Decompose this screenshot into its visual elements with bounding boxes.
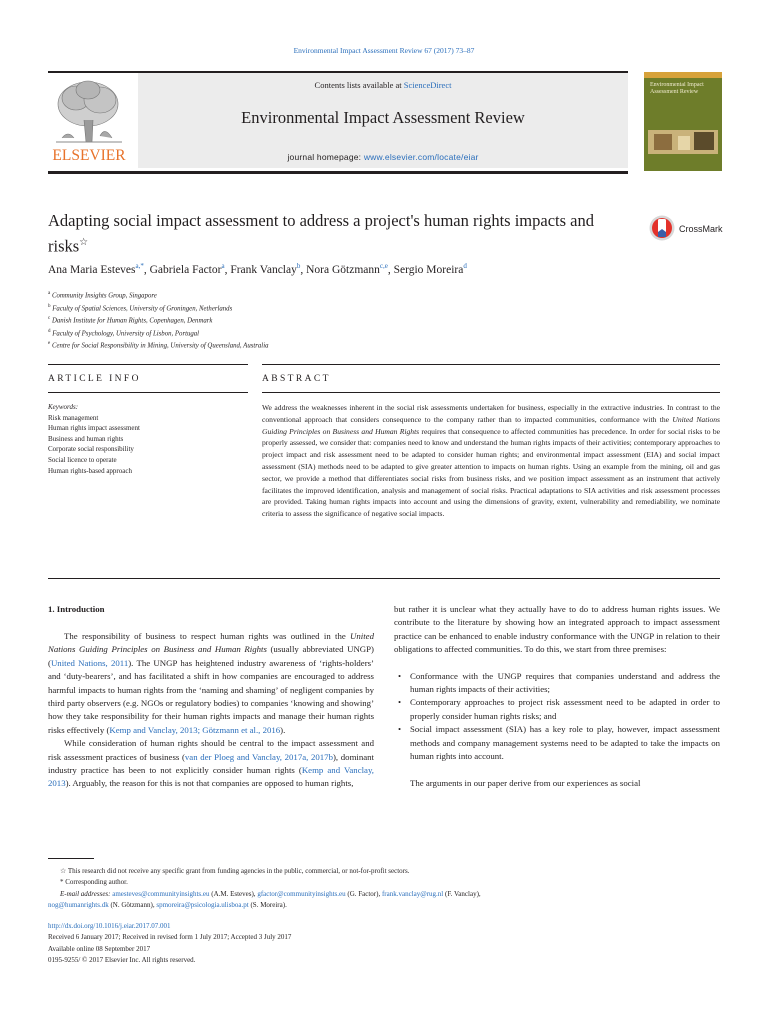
elsevier-tree-icon	[48, 76, 130, 166]
funding-footnote	[48, 866, 720, 877]
elsevier-logo[interactable]	[48, 76, 130, 166]
body-text: ). The UNGP has heightened industry awareness of ‘rights-holders’ and ‘duty-bearers’, and has facilitated a shift in how companies are encouraged to address harmful impacts to human rights from the ‘naming and shaming’ of negligent companies by third party observers (e.g. NGOs or regulatory bodies) to companies ‘knowing and showing’ how they take responsibility for their human rights impacts and manage their human rights risks effectively (	[48, 657, 374, 735]
homepage-line	[138, 152, 628, 162]
footnotes	[48, 866, 720, 911]
author-affiliation-link[interactable]: d	[463, 262, 467, 270]
crossmark-label: CrossMark	[679, 224, 723, 234]
email-footnote-cont	[48, 900, 720, 911]
email-owner: (S. Moreira).	[248, 900, 287, 909]
article-title-text: Adapting social impact assessment to address a project's human rights impacts and risks	[48, 211, 594, 256]
body-paragraph: but rather it is unclear what they actually have to do to address human rights issues. We contribute to the literature by showing how an integrated approach to impact assessment practice can be enhanced to enable industry conformance with the UNGP in relation to their obligations to affected communities. To do this, we start from three premises:	[394, 604, 720, 655]
abstract-heading: ABSTRACT	[262, 374, 331, 384]
author-name: Frank Vanclay	[230, 263, 297, 276]
homepage-prefix: journal homepage:	[287, 152, 364, 162]
keyword-item: Risk management	[48, 413, 99, 422]
body-column-left	[48, 630, 374, 791]
keyword-item: Human rights impact assessment	[48, 424, 140, 433]
journal-cover-graphic	[644, 72, 722, 171]
body-text: While consideration of human rights should be central to the impact assessment and risk assessment practices of business (	[48, 738, 374, 762]
footnote-rule	[48, 858, 94, 859]
author-separator: ,	[143, 263, 150, 276]
publication-info	[48, 921, 720, 966]
citation-link[interactable]: van der Ploeg and Vanclay, 2017a, 2017b	[184, 751, 333, 762]
body-italic: United Nations Guiding Principles on Business and Human Rights	[48, 631, 374, 655]
journal-cover-image[interactable]	[644, 72, 722, 171]
email-owner: (A.M. Esteves),	[209, 889, 258, 898]
email-link[interactable]: spmoreira@psicologia.ulisboa.pt	[156, 900, 249, 909]
abstract-part: We address the weaknesses inherent in the social risk assessments undertaken for business, especially in the extractive industries. In contrast to the conventional approach that considers consequence to the company rather than to impacted communities, conformance with the	[262, 403, 720, 424]
author-separator: ,	[300, 263, 307, 276]
received-dates: Received 6 January 2017; Received in revised form 1 July 2017; Accepted 3 July 2017	[48, 933, 292, 942]
author-name: Nora Götzmann	[306, 263, 380, 276]
affiliation-item	[48, 289, 548, 302]
abstract-text	[262, 402, 720, 520]
keyword-item: Human rights-based approach	[48, 466, 132, 475]
corresponding-footnote	[48, 877, 720, 888]
email-footnote	[48, 889, 720, 900]
body-paragraph	[48, 630, 374, 737]
author-list	[48, 262, 708, 276]
header-bottom-rule	[48, 171, 628, 174]
author-affiliation-link[interactable]: c,e	[379, 262, 388, 270]
publisher-logo-text: ELSEVIER	[52, 147, 126, 164]
author-separator: ,	[224, 263, 231, 276]
footnote-mark: *	[60, 878, 64, 887]
cover-title: Environmental Impact Assessment Review	[650, 82, 704, 95]
affiliation-text: Danish Institute for Human Rights, Copenhagen, Denmark	[51, 317, 213, 325]
email-owner: (G. Factor),	[345, 889, 382, 898]
affiliation-text: Community Insights Group, Singapore	[51, 292, 157, 300]
sciencedirect-link[interactable]: ScienceDirect	[403, 80, 452, 90]
email-link[interactable]: nog@humanrights.dk	[48, 900, 109, 909]
premise-item: • Conformance with the UNGP requires that companies understand and address the human rights impacts of their activities;	[394, 670, 720, 697]
premise-item: • Contemporary approaches to project risk assessment need to be adapted in order to properly consider human rights risks; and	[394, 696, 720, 723]
author-affiliation-link[interactable]: a	[221, 262, 225, 270]
affiliation-text: Faculty of Spatial Sciences, University of Groningen, Netherlands	[52, 304, 233, 312]
email-link[interactable]: gfactor@communityinsights.eu	[257, 889, 346, 898]
affiliation-text: Faculty of Psychology, University of Lisbon, Portugal	[52, 329, 200, 337]
email-owner: (N. Götzmann),	[108, 900, 157, 909]
journal-reference-link[interactable]: Environmental Impact Assessment Review 67 (2017) 73–87	[293, 46, 475, 55]
email-link[interactable]: amesteves@communityinsights.eu	[112, 889, 210, 898]
section-heading-introduction: 1. Introduction	[48, 604, 105, 614]
keyword-item: Social licence to operate	[48, 455, 117, 464]
author-name: Ana Maria Esteves	[48, 263, 136, 276]
affiliation-list	[48, 289, 548, 352]
author-name: Sergio Moreira	[393, 263, 464, 276]
contents-prefix: Contents lists available at	[314, 80, 404, 90]
author-name: Gabriela Factor	[149, 263, 222, 276]
crossmark-badge[interactable]	[649, 213, 727, 243]
info-top-rule	[48, 364, 248, 365]
citation-link[interactable]: Kemp and Vanclay, 2013	[48, 765, 374, 789]
email-owner: (F. Vanclay),	[443, 889, 481, 898]
affiliation-item	[48, 327, 548, 340]
body-paragraph: The arguments in our paper derive from our experiences as social	[410, 778, 641, 789]
title-footnote-mark[interactable]: ☆	[79, 237, 89, 248]
abstract-italic: United Nations Guiding Principles on Business and Human Rights	[262, 414, 720, 436]
abstract-top-rule	[262, 364, 720, 365]
body-text: (usually abbreviated UNGP) (	[48, 644, 374, 668]
affiliation-item	[48, 339, 548, 352]
info-sub-rule	[48, 392, 248, 393]
affiliation-key: c	[48, 316, 51, 322]
citation-link[interactable]: United Nations, 2011	[50, 657, 129, 668]
affiliation-key: a	[48, 291, 51, 296]
keyword-item: Business and human rights	[48, 434, 124, 443]
affiliation-item	[48, 302, 548, 315]
affiliation-key: e	[48, 341, 51, 347]
homepage-link[interactable]: www.elsevier.com/locate/eiar	[363, 152, 479, 162]
crossmark-icon	[650, 216, 675, 241]
author-affiliation-link[interactable]: b	[296, 262, 301, 270]
body-text: ). Arguably, the reason for this is not that companies are opposed to human rights,	[65, 778, 354, 789]
body-text: ), dominant industry practice has been to not explicitly consider human rights (	[48, 751, 374, 776]
article-title	[48, 210, 608, 258]
online-date: Available online 08 September 2017	[48, 944, 151, 953]
affiliation-text: Centre for Social Responsibility in Mining, University of Queensland, Australia	[51, 342, 269, 350]
author-affiliation-link[interactable]: a,	[135, 262, 141, 270]
keywords-block	[48, 402, 248, 476]
body-column-right	[394, 603, 720, 791]
body-text: The responsibility of business to respect human rights was outlined in the	[64, 631, 351, 641]
contents-line	[138, 80, 628, 90]
corresponding-author-link[interactable]: *	[140, 262, 144, 270]
author-separator: ,	[387, 263, 394, 276]
body-text: ).	[280, 724, 286, 735]
premise-list	[394, 670, 720, 764]
doi-link[interactable]: http://dx.doi.org/10.1016/j.eiar.2017.07.001	[48, 922, 171, 930]
copyright-line: 0195-9255/ © 2017 Elsevier Inc. All rights reserved.	[48, 955, 196, 964]
article-info-heading: ARTICLE INFO	[48, 374, 141, 384]
abstract-part: requires that consequence to affected communities has precedence. In order for social risks to be properly assessed, we consider that: companies need to know and understand the human rights impacts of their activities; contemporary approaches to project impact and risk assessment need to be adapted to consider human rights; and environmental impact assessment (EIA) and social impact assessment (SIA) methods need to be adapted to give greater attention to impacts on human rights. Using an example from the mining, oil and gas sector, we provide a method that differentiates social risks from business risks, and we position impact assessment as an instrument that actively facilitates the improved identification, analysis and management of social risks. Practical adaptations to SIA activities and risk assessment processes are provided. Taking human rights impacts into account and using the dimensions of gravity, extent, vulnerability and remediability, we nominate criteria to assess the significance of negative social impacts.	[262, 426, 720, 519]
email-link[interactable]: frank.vanclay@rug.nl	[381, 889, 444, 898]
footnote-mark: ☆	[60, 867, 67, 875]
affiliation-key: b	[48, 303, 51, 309]
premise-item: • Social impact assessment (SIA) has a key role to play, however, impact assessment methods and company management systems need to be adapted to take the impacts on human rights into account.	[394, 723, 720, 763]
keyword-item: Corporate social responsibility	[48, 445, 134, 454]
body-paragraph	[48, 737, 374, 791]
footnote-text: Corresponding author.	[63, 878, 128, 887]
abstract-sub-rule	[262, 392, 720, 393]
citation-link[interactable]: Kemp and Vanclay, 2013; Götzmann et al., 2016	[109, 724, 281, 735]
journal-title: Environmental Impact Assessment Review	[241, 108, 525, 127]
abstract-bottom-rule	[48, 578, 720, 579]
keywords-label: Keywords:	[48, 403, 79, 411]
email-label: E-mail addresses:	[60, 889, 113, 898]
affiliation-item	[48, 314, 548, 327]
affiliation-key: d	[48, 328, 51, 334]
footnote-text: This research did not receive any specific grant from funding agencies in the public, commercial, or not-for-profit sectors.	[66, 867, 410, 875]
